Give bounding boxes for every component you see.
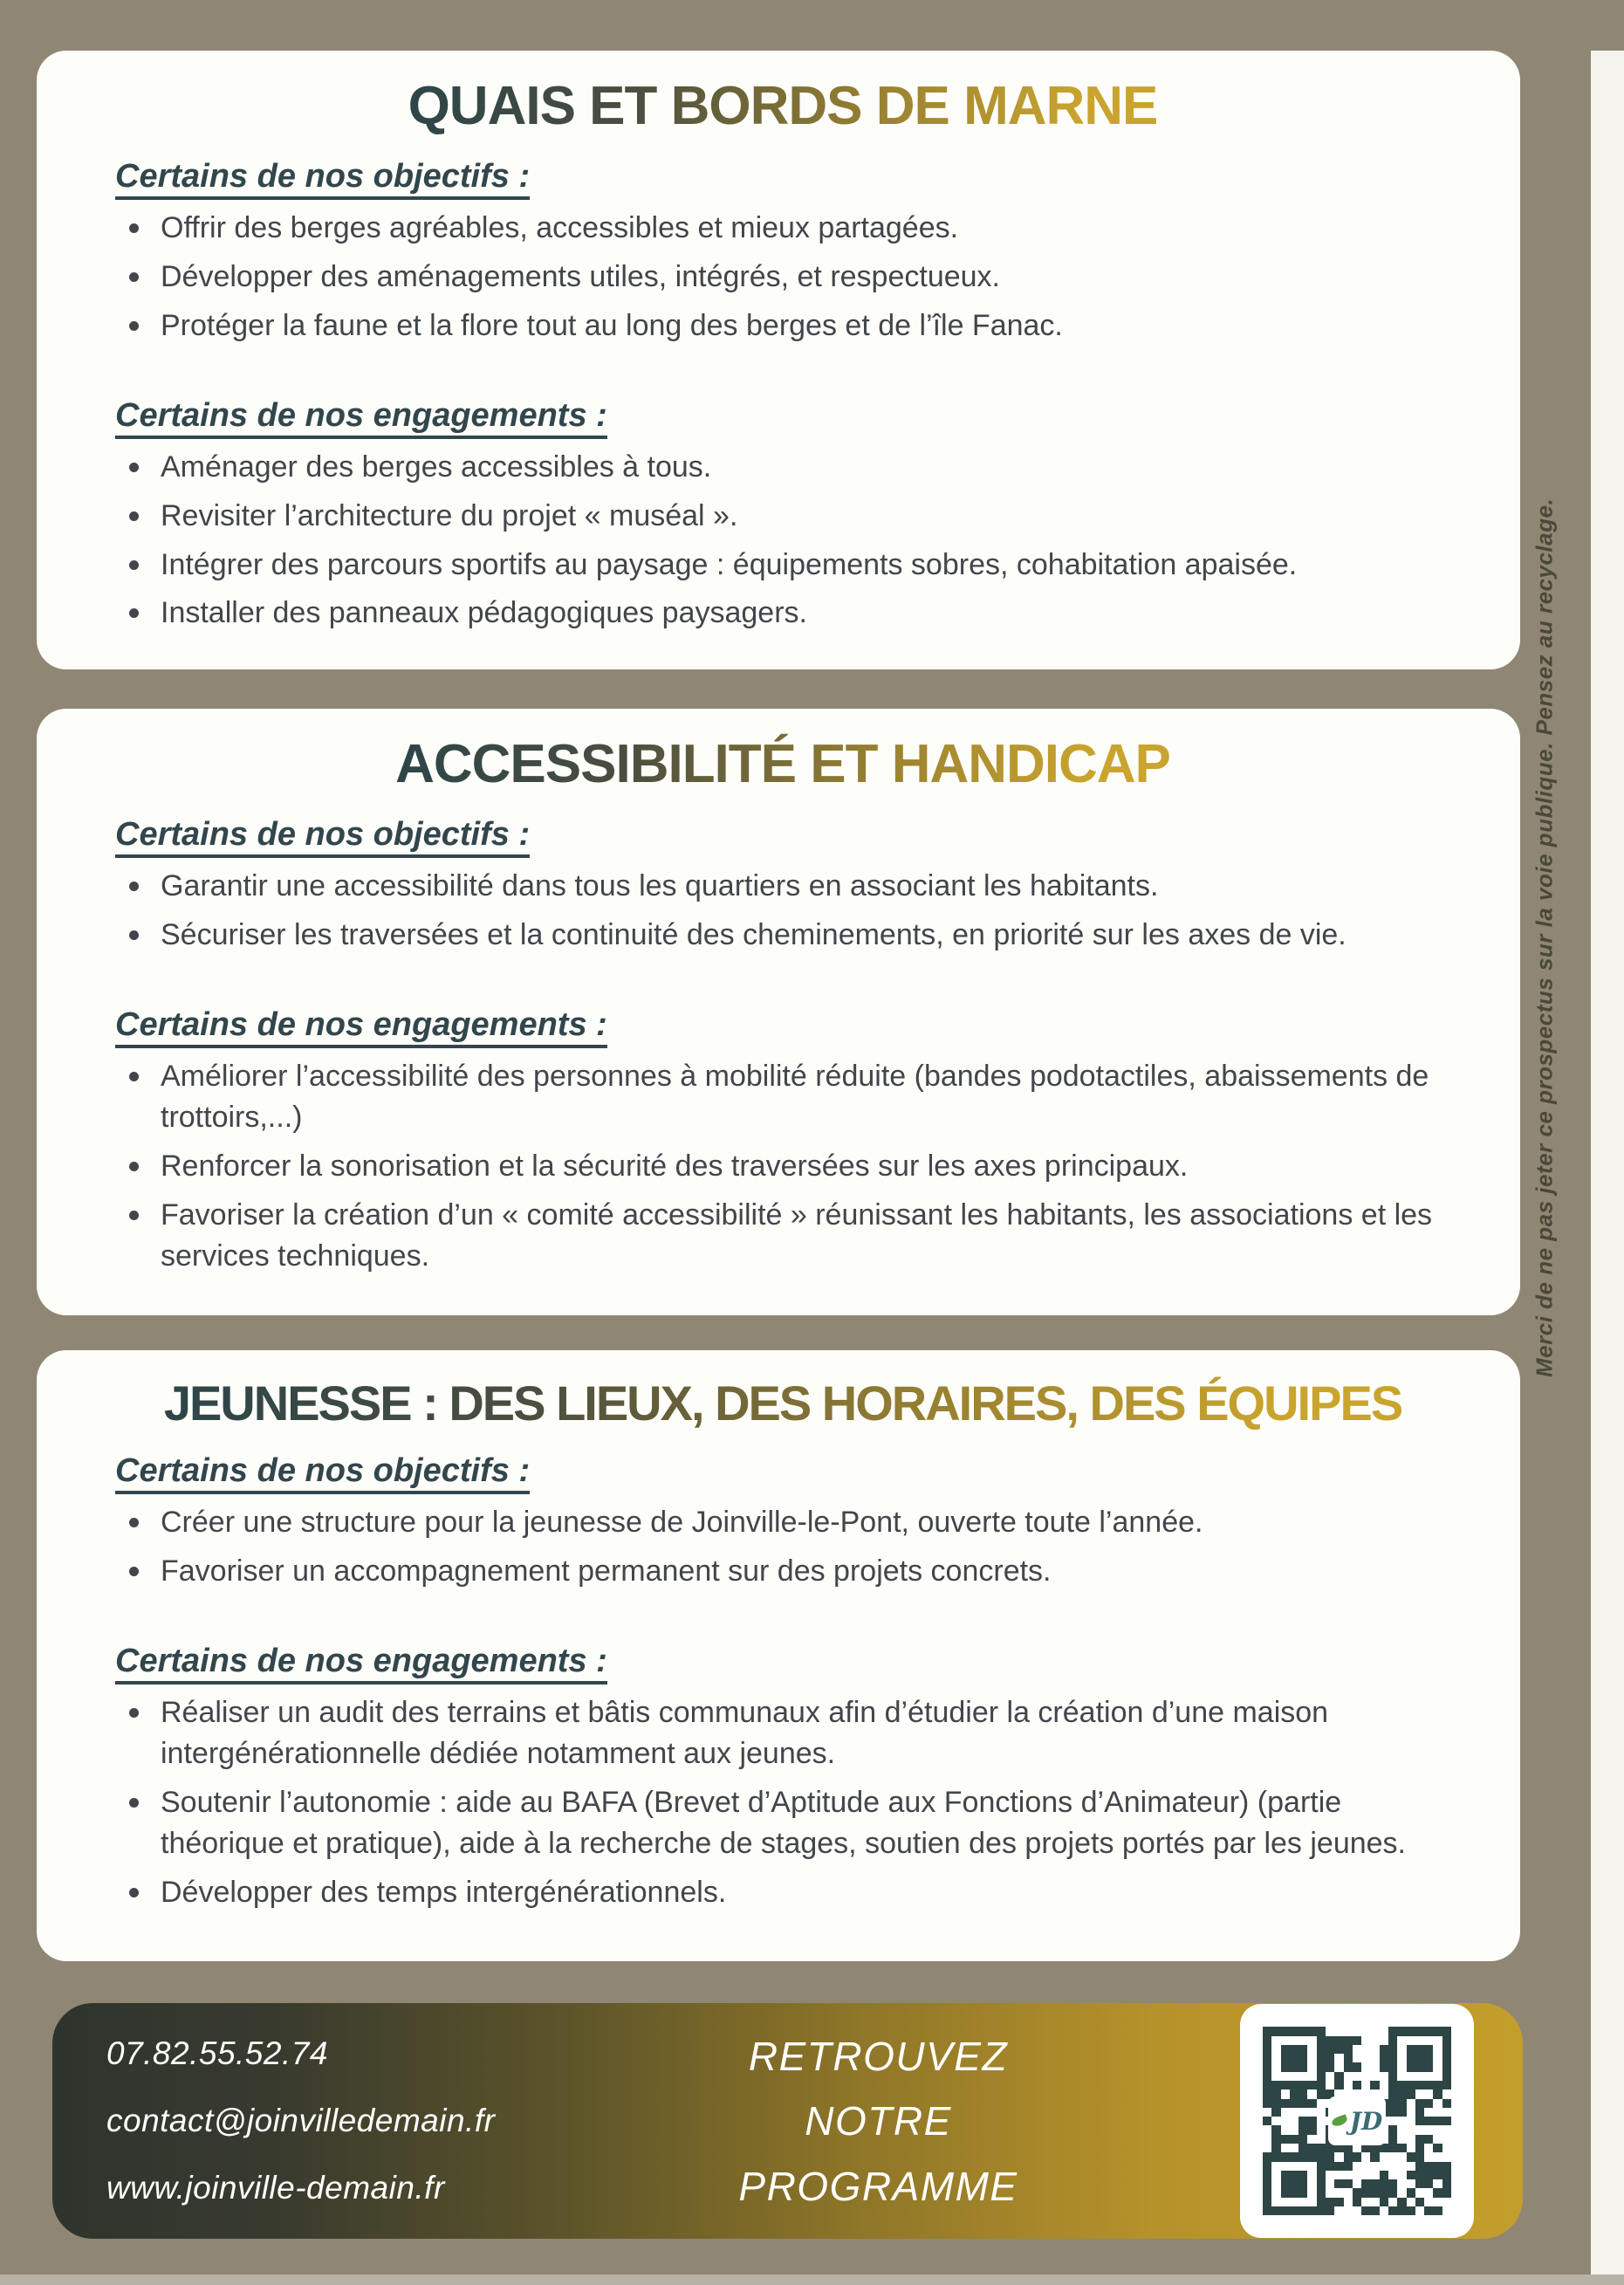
- engagements-heading-label: Certains de nos engagements :: [115, 1006, 607, 1048]
- recycle-notice: Merci de ne pas jeter ce prospectus sur la voie publique. Pensez au recyclage.: [1531, 497, 1558, 1377]
- bullet-item: Intégrer des parcours sportifs au paysage : équipements sobres, cohabitation apaisée.: [115, 545, 1450, 586]
- cta-line: PROGRAMME: [738, 2163, 1018, 2209]
- objectives-list: [115, 866, 1450, 956]
- cta-line: NOTRE: [805, 2098, 952, 2144]
- engagements-list: [115, 1692, 1450, 1913]
- footer-bar: [52, 2003, 1523, 2239]
- section-title: QUAIS ET BORDS DE MARNE: [408, 76, 1158, 136]
- cta-line: RETROUVEZ: [748, 2033, 1009, 2079]
- cta-text: [517, 2024, 1240, 2220]
- bullet-item: Améliorer l’accessibilité des personnes à mobilité réduite (bandes podotactiles, abaissements de trottoirs,...): [115, 1056, 1450, 1138]
- bullet-item: Soutenir l’autonomie : aide au BAFA (Brevet d’Aptitude aux Fonctions d’Animateur) (partie théorique et pratique), aide à la recherche de stages, soutien des projets portés par les jeunes.: [115, 1782, 1450, 1864]
- scan-edge-bottom: [0, 2275, 1624, 2285]
- section-card-accessibilite: [37, 709, 1520, 1315]
- engagements-heading-label: Certains de nos engagements :: [115, 397, 607, 439]
- bullet-item: Protéger la faune et la flore tout au long des berges et de l’île Fanac.: [115, 305, 1450, 347]
- section-card-jeunesse: [37, 1350, 1520, 1961]
- qr-logo-text: JD: [1349, 2106, 1383, 2136]
- bullet-item: Offrir des berges agréables, accessibles et mieux partagées.: [115, 208, 1450, 249]
- leaf-icon: [1331, 2115, 1348, 2129]
- engagements-list: [115, 447, 1450, 635]
- objectives-heading-label: Certains de nos objectifs :: [115, 816, 530, 858]
- objectives-heading: [115, 1452, 1450, 1490]
- objectives-heading-label: Certains de nos objectifs :: [115, 1452, 530, 1494]
- engagements-heading: [115, 1006, 1450, 1044]
- objectives-heading: [115, 816, 1450, 854]
- section-title: ACCESSIBILITÉ ET HANDICAP: [395, 734, 1170, 795]
- qr-code: [1240, 2004, 1474, 2238]
- bullet-item: Développer des aménagements utiles, intégrés, et respectueux.: [115, 257, 1450, 298]
- bullet-item: Sécuriser les traversées et la continuité des cheminements, en priorité sur les axes de vie.: [115, 915, 1450, 956]
- bullet-item: Réaliser un audit des terrains et bâtis communaux afin d’étudier la création d’une maison intergénérationnelle dédiée notamment aux jeunes.: [115, 1692, 1450, 1774]
- bullet-item: Renforcer la sonorisation et la sécurité des traversées sur les axes principaux.: [115, 1146, 1450, 1187]
- objectives-list: [115, 1502, 1450, 1592]
- objectives-heading-label: Certains de nos objectifs :: [115, 158, 530, 200]
- bullet-item: Favoriser un accompagnement permanent sur des projets concrets.: [115, 1551, 1450, 1592]
- contact-block: [106, 2035, 517, 2206]
- flyer-page: [0, 51, 1624, 2239]
- website-url: www.joinville-demain.fr: [106, 2170, 445, 2206]
- section-title: JEUNESSE : DES LIEUX, DES HORAIRES, DES ÉQUIPES: [163, 1376, 1402, 1431]
- email-address: contact@joinvilledemain.fr: [106, 2103, 496, 2139]
- objectives-list: [115, 208, 1450, 347]
- section-card-quais: [37, 51, 1520, 669]
- bullet-item: Installer des panneaux pédagogiques paysagers.: [115, 593, 1450, 634]
- bullet-item: Développer des temps intergénérationnels.: [115, 1872, 1450, 1913]
- bullet-item: Créer une structure pour la jeunesse de Joinville-le-Pont, ouverte toute l’année.: [115, 1502, 1450, 1543]
- scan-edge-right: [1591, 51, 1624, 2285]
- bullet-item: Aménager des berges accessibles à tous.: [115, 447, 1450, 488]
- objectives-heading: [115, 158, 1450, 196]
- bullet-item: Revisiter l’architecture du projet « muséal ».: [115, 496, 1450, 537]
- qr-logo: [1328, 2096, 1386, 2145]
- engagements-heading-label: Certains de nos engagements :: [115, 1643, 607, 1685]
- bullet-item: Garantir une accessibilité dans tous les quartiers en associant les habitants.: [115, 866, 1450, 907]
- engagements-list: [115, 1056, 1450, 1277]
- phone-number: 07.82.55.52.74: [106, 2035, 328, 2072]
- engagements-heading: [115, 397, 1450, 435]
- engagements-heading: [115, 1643, 1450, 1680]
- bullet-item: Favoriser la création d’un « comité accessibilité » réunissant les habitants, les associations et les services techniques.: [115, 1195, 1450, 1277]
